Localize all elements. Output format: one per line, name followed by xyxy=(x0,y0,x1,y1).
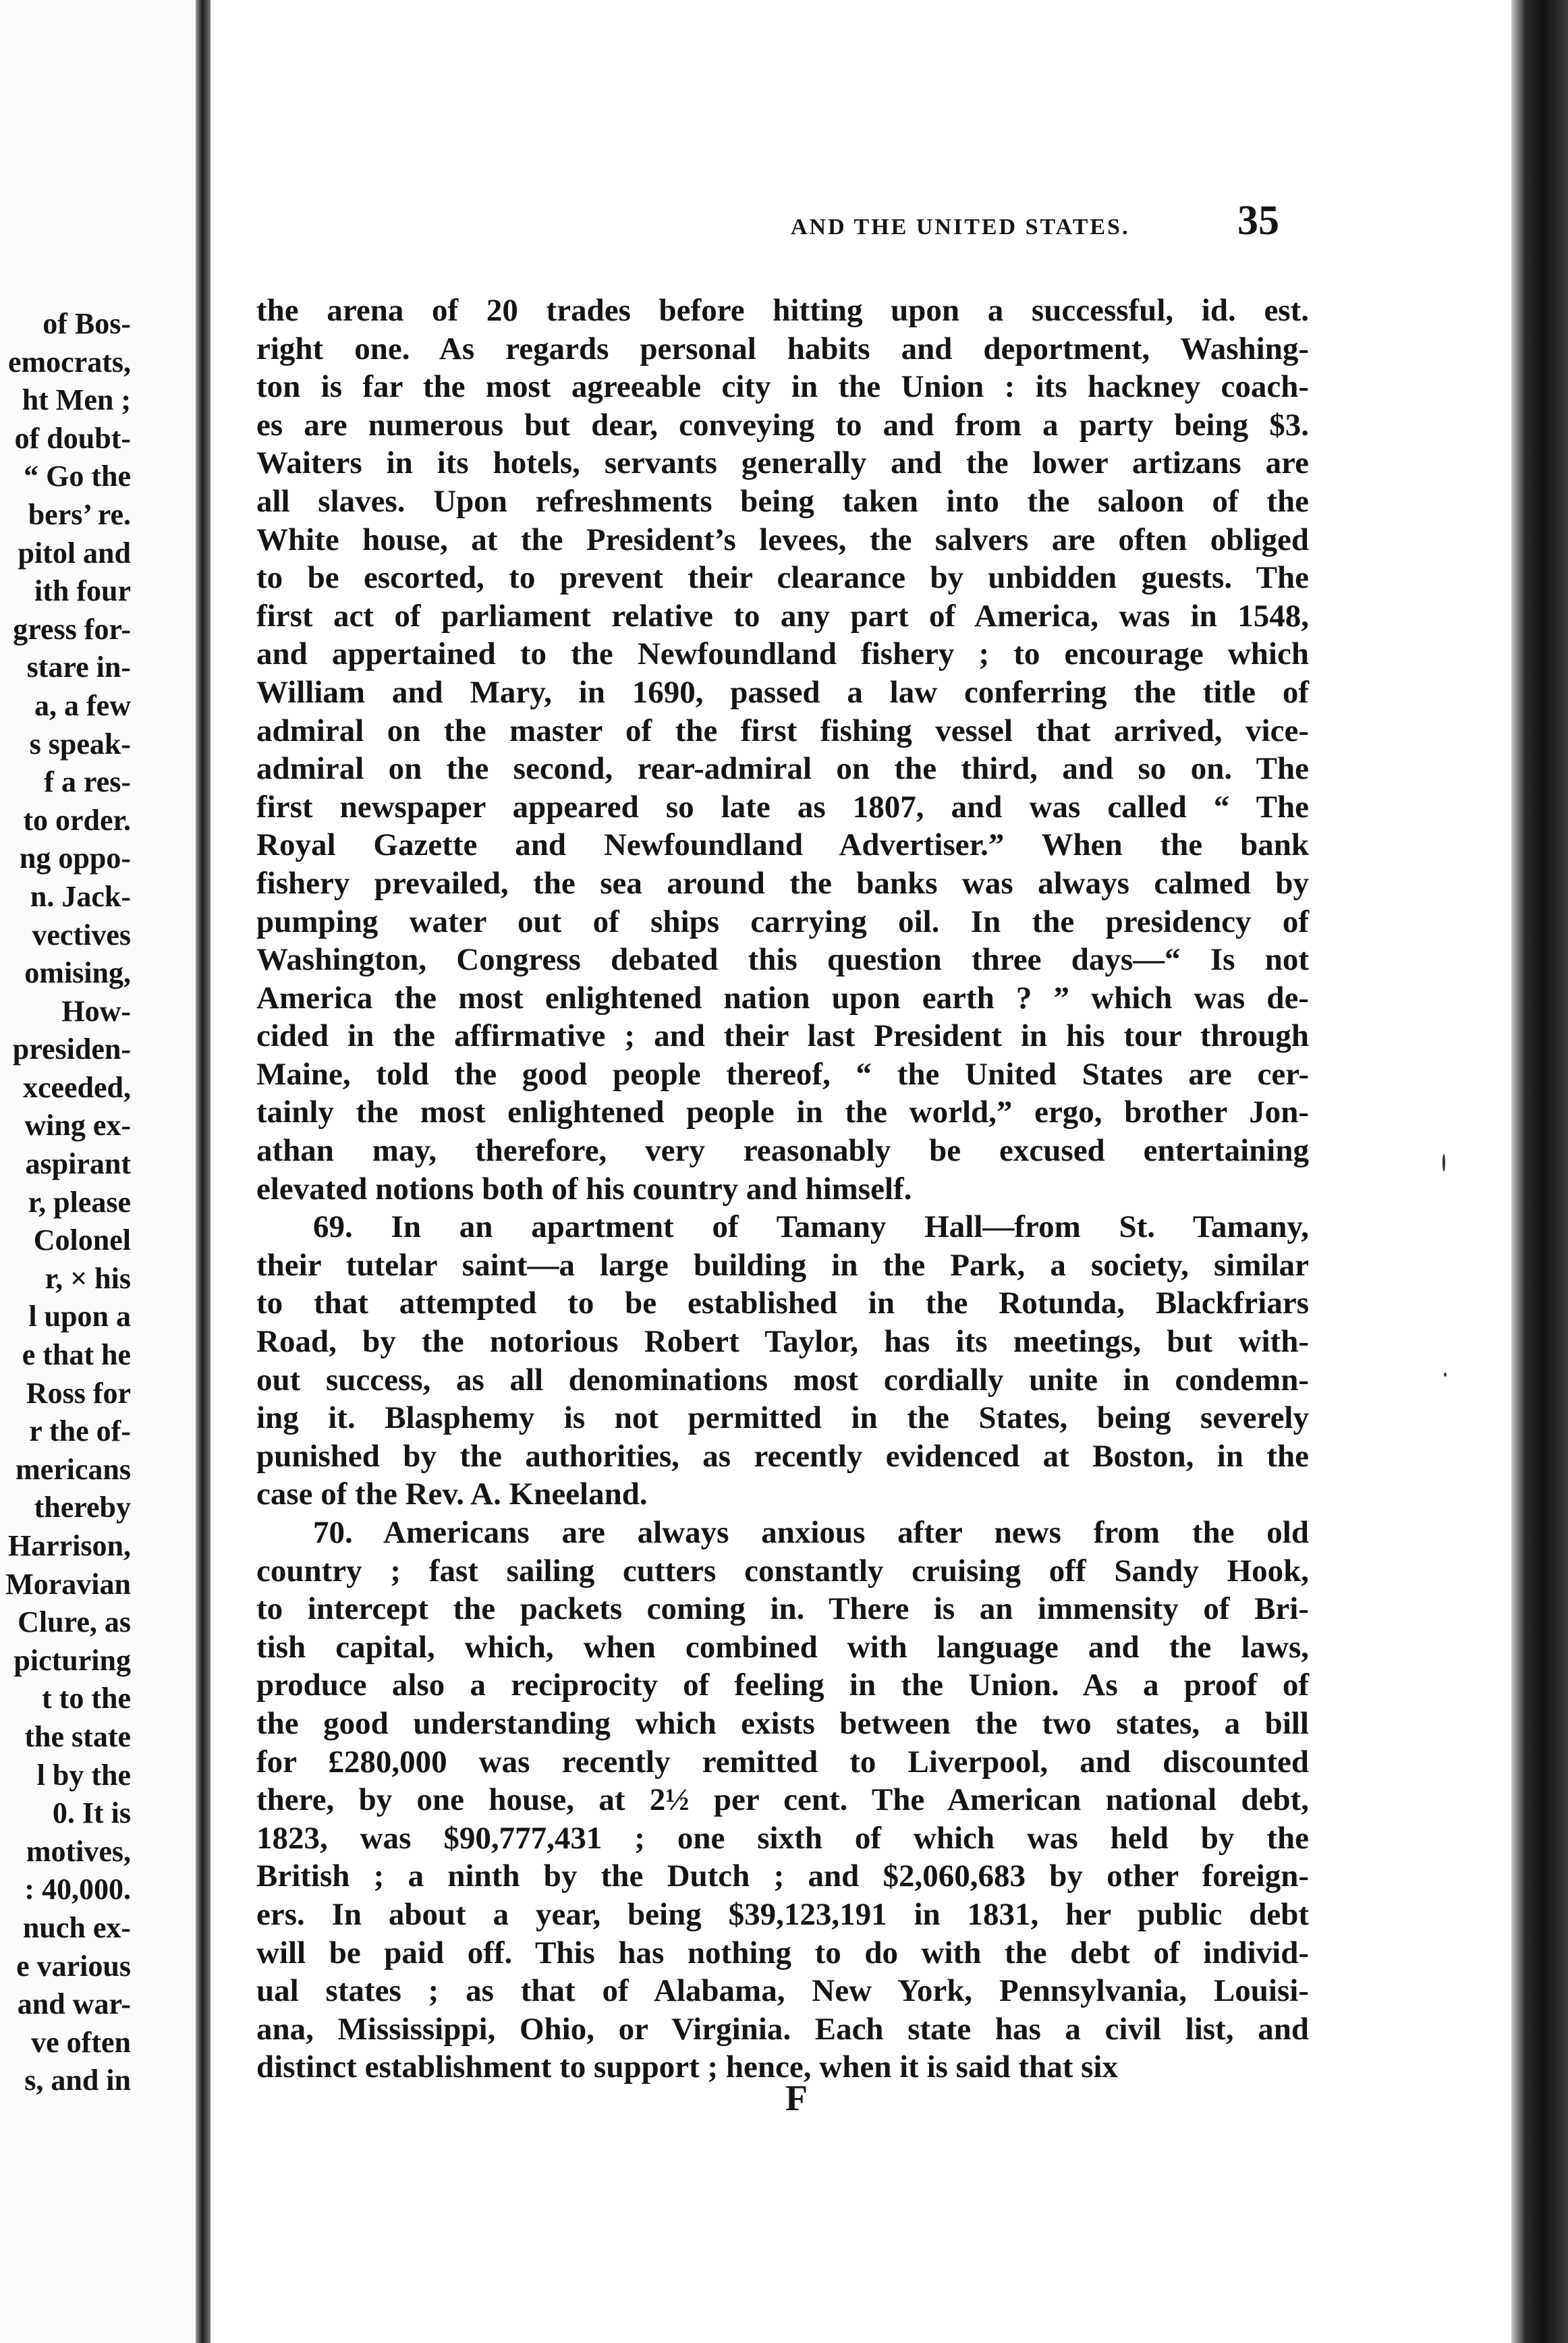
facing-page-line: of Bos- xyxy=(43,307,131,340)
facing-page-line: stare in- xyxy=(26,651,131,684)
facing-page-line: Clure, as xyxy=(18,1605,131,1639)
text-line: es are numerous but dear, conveying to and from a party being $3. xyxy=(256,407,1309,443)
facing-page-line: “ Go the xyxy=(24,460,131,493)
text-line: admiral on the master of the first fishing vessel that arrived, vice- xyxy=(256,713,1309,748)
text-line: William and Mary, in 1690, passed a law conferring the title of xyxy=(256,674,1309,710)
facing-page-line: r, please xyxy=(28,1185,131,1219)
facing-page-line: picturing xyxy=(13,1643,131,1677)
text-line: pumping water out of ships carrying oil. In the presidency of xyxy=(256,904,1309,939)
facing-page-line: bers’ re. xyxy=(28,497,131,531)
text-line: Royal Gazette and Newfoundland Advertiser.” When the bank xyxy=(256,827,1309,863)
text-line: to intercept the packets coming in. There is an immensity of Bri- xyxy=(256,1591,1309,1627)
facing-page-line: l upon a xyxy=(28,1300,131,1333)
text-line: case of the Rev. A. Kneeland. xyxy=(256,1477,648,1512)
facing-page-line: e that he xyxy=(22,1338,131,1372)
text-line: all slaves. Upon refreshments being taken into the saloon of the xyxy=(256,483,1309,519)
paper-speck xyxy=(1443,1154,1445,1172)
facing-page-line: Moravian xyxy=(5,1567,131,1601)
text-line: 69. In an apartment of Tamany Hall—from St. Tamany, xyxy=(313,1209,1309,1245)
facing-page-line: mericans xyxy=(15,1452,131,1486)
text-line: there, by one house, at 2½ per cent. The American national debt, xyxy=(256,1782,1309,1818)
facing-page-line: Colonel xyxy=(33,1223,131,1257)
page-number: 35 xyxy=(1237,198,1279,244)
text-line: cided in the affirmative ; and their last President in his tour through xyxy=(256,1018,1309,1054)
facing-page-line: and war- xyxy=(17,1987,131,2021)
text-line: ton is far the most agreeable city in the Union : its hackney coach- xyxy=(256,369,1309,405)
facing-page-line: nuch ex- xyxy=(22,1910,131,1944)
facing-page-line: ng oppo- xyxy=(19,842,131,875)
facing-page xyxy=(0,0,196,2343)
text-line: distinct establishment to support ; hence, when it is said that six xyxy=(256,2049,1118,2085)
facing-page-line: r, × his xyxy=(45,1261,131,1295)
facing-page-column xyxy=(0,305,131,2100)
facing-page-line: wing ex- xyxy=(24,1109,131,1142)
text-line: Washington, Congress debated this question three days—“ Is not xyxy=(256,942,1309,978)
text-line: Maine, told the good people thereof, “ the United States are cer- xyxy=(256,1056,1309,1092)
facing-page-line: f a res- xyxy=(44,765,131,799)
book-page xyxy=(211,0,1511,2343)
text-line: produce also a reciprocity of feeling in the Union. As a proof of xyxy=(256,1667,1309,1703)
page-edge xyxy=(1511,0,1568,2343)
facing-page-line: 0. It is xyxy=(52,1796,131,1830)
book-gutter xyxy=(196,0,211,2343)
text-line: Road, by the notorious Robert Taylor, has its meetings, but with- xyxy=(256,1324,1309,1360)
facing-page-line: s, and in xyxy=(24,2064,131,2097)
text-line: first act of parliament relative to any part of America, was in 1548, xyxy=(256,598,1309,634)
text-line: to that attempted to be established in the Rotunda, Blackfriars xyxy=(256,1286,1309,1321)
facing-page-line: Ross for xyxy=(26,1376,131,1410)
text-line: will be paid off. This has nothing to do with the debt of individ- xyxy=(256,1935,1309,1970)
text-line: 1823, was $90,777,431 ; one sixth of which was held by the xyxy=(256,1820,1309,1856)
text-line: Waiters in its hotels, servants generally and the lower artizans are xyxy=(256,445,1309,481)
facing-page-line: n. Jack- xyxy=(30,879,131,913)
text-line: ers. In about a year, being $39,123,191 in 1831, her public debt xyxy=(256,1896,1309,1932)
text-line: and appertained to the Newfoundland fishery ; to encourage which xyxy=(256,636,1309,672)
facing-page-line: Harrison, xyxy=(7,1529,131,1562)
facing-page-line: thereby xyxy=(34,1491,131,1524)
text-line: the arena of 20 trades before hitting upon a successful, id. est. xyxy=(256,293,1309,328)
text-line: tish capital, which, when combined with language and the laws, xyxy=(256,1629,1309,1665)
text-line: the good understanding which exists between the two states, a bill xyxy=(256,1705,1309,1741)
text-line: out success, as all denominations most cordially unite in condemn- xyxy=(256,1362,1309,1398)
text-line: ana, Mississippi, Ohio, or Virginia. Each state has a civil list, and xyxy=(256,2011,1309,2047)
paper-speck xyxy=(1444,1373,1447,1377)
text-line: 70. Americans are always anxious after news from the old xyxy=(313,1515,1309,1550)
text-line: elevated notions both of his country and himself. xyxy=(256,1171,912,1207)
facing-page-line: e various xyxy=(16,1949,131,1983)
facing-page-line: omising, xyxy=(24,956,131,990)
facing-page-line: vectives xyxy=(32,918,131,952)
text-line: country ; fast sailing cutters constantly cruising off Sandy Hook, xyxy=(256,1553,1309,1589)
facing-page-line: a, a few xyxy=(34,688,131,722)
facing-page-line: ith four xyxy=(34,574,131,608)
text-line: their tutelar saint—a large building in the Park, a society, similar xyxy=(256,1247,1309,1283)
text-line: ual states ; as that of Alabama, New York, Pennsylvania, Louisi- xyxy=(256,1973,1309,2009)
facing-page-line: : 40,000. xyxy=(24,1873,131,1906)
text-line: America the most enlightened nation upon earth ? ” which was de- xyxy=(256,980,1309,1016)
facing-page-line: pitol and xyxy=(18,536,131,570)
text-line: right one. As regards personal habits and deportment, Washing- xyxy=(256,331,1309,366)
text-line: first newspaper appeared so late as 1807, and was called “ The xyxy=(256,789,1309,825)
text-line: British ; a ninth by the Dutch ; and $2,060,683 by other foreign- xyxy=(256,1858,1309,1894)
facing-page-line: r the of- xyxy=(29,1414,131,1448)
facing-page-line: emocrats, xyxy=(7,345,131,379)
text-line: admiral on the second, rear-admiral on the third, and so on. The xyxy=(256,751,1309,787)
facing-page-line: gress for- xyxy=(13,612,131,646)
facing-page-line: to order. xyxy=(23,803,131,837)
facing-page-line: motives, xyxy=(26,1834,131,1868)
text-line: White house, at the President’s levees, the salvers are often obliged xyxy=(256,522,1309,557)
facing-page-line: s speak- xyxy=(29,727,131,761)
facing-page-line: of doubt- xyxy=(14,421,131,455)
facing-page-line: presiden- xyxy=(12,1032,131,1066)
facing-page-line: ht Men ; xyxy=(22,383,131,417)
body-text xyxy=(256,292,1309,2087)
facing-page-line: ve often xyxy=(31,2025,131,2059)
signature-mark: F xyxy=(785,2078,808,2118)
text-line: punished by the authorities, as recently evidenced at Boston, in the xyxy=(256,1438,1309,1474)
facing-page-line: the state xyxy=(24,1719,131,1753)
facing-page-line: How- xyxy=(61,994,131,1028)
text-line: to be escorted, to prevent their clearance by unbidden guests. The xyxy=(256,560,1309,596)
running-header: AND THE UNITED STATES. xyxy=(791,215,1130,240)
text-line: athan may, therefore, very reasonably be excused entertaining xyxy=(256,1133,1309,1169)
text-line: ing it. Blasphemy is not permitted in the States, being severely xyxy=(256,1400,1309,1436)
text-line: tainly the most enlightened people in the world,” ergo, brother Jon- xyxy=(256,1095,1309,1130)
text-line: fishery prevailed, the sea around the banks was always calmed by xyxy=(256,865,1309,901)
facing-page-line: aspirant xyxy=(25,1147,131,1181)
facing-page-line: t to the xyxy=(42,1682,131,1715)
text-line: for £280,000 was recently remitted to Liverpool, and discounted xyxy=(256,1744,1309,1780)
facing-page-line: xceeded, xyxy=(22,1070,131,1104)
facing-page-line: l by the xyxy=(36,1758,131,1792)
